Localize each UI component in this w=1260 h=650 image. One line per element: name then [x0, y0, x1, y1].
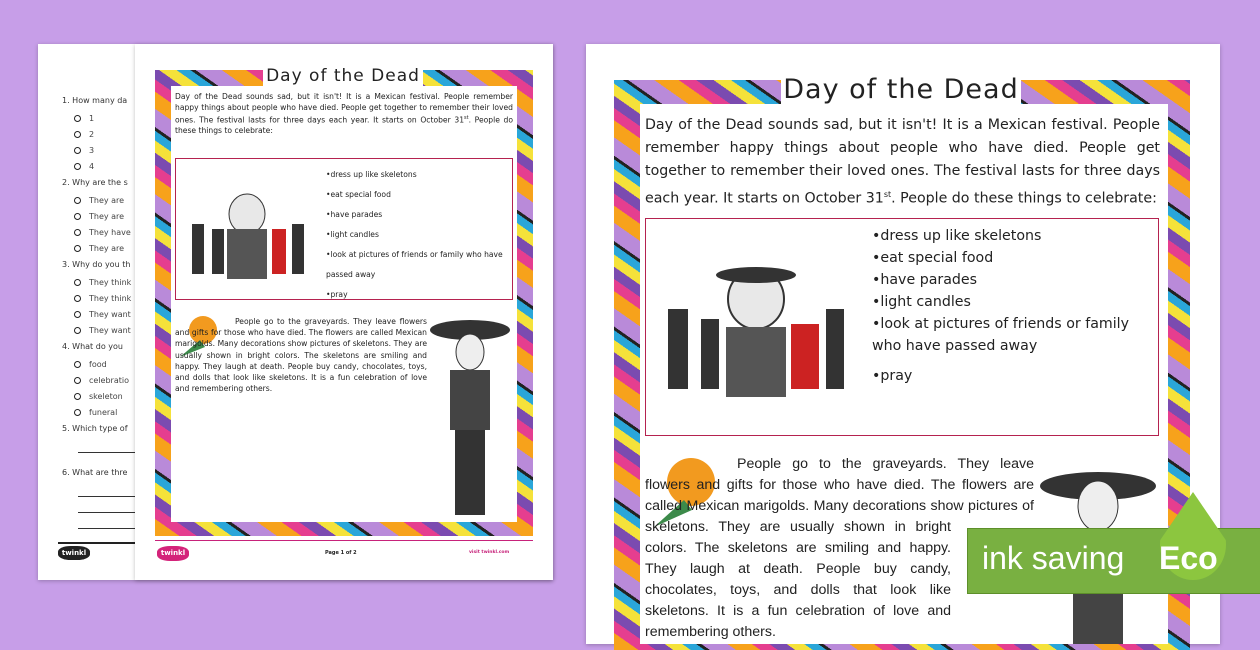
answer-option[interactable]: 2 — [74, 130, 94, 139]
activities-box — [175, 158, 513, 300]
question: 4. What do you — [62, 342, 123, 351]
skeleton-family-illustration — [182, 184, 312, 279]
activity-item: • eat special food — [326, 185, 512, 205]
intro-text — [175, 92, 513, 137]
answer-option[interactable]: funeral — [74, 408, 117, 417]
twinkl-logo: twinkl — [58, 546, 90, 560]
twinkl-logo: twinkl — [157, 546, 189, 561]
question: 2. Why are the s — [62, 178, 128, 187]
answer-option[interactable]: 4 — [74, 162, 94, 171]
answer-option[interactable]: food — [74, 360, 107, 369]
intro-end: . People do these things to celebrate: — [891, 190, 1157, 207]
intro-end: . People do these things to celebrate: — [175, 115, 513, 136]
question: 1. How many da — [62, 96, 128, 105]
activity-item: • light candles — [326, 225, 512, 245]
intro-text — [645, 114, 1160, 211]
intro: Day of the Dead sounds sad, but it isn't! It is a Mexican festival. People remember happy things about people who have died. People get together to remember their loved ones. The festival lasts for three days each year. It starts on October 31 — [645, 117, 1160, 207]
question: 3. Why do you th — [62, 260, 131, 269]
answer-line[interactable] — [78, 512, 138, 513]
answer-line[interactable] — [78, 452, 138, 453]
website-link[interactable]: visit twinkl.com — [469, 550, 510, 555]
sup: st — [464, 115, 469, 121]
page-title: Day of the Dead — [263, 66, 423, 86]
skeleton-family-illustration — [656, 259, 856, 399]
ink-saving-label: ink saving — [982, 540, 1125, 576]
footer-rule — [155, 540, 533, 541]
paragraph-2: People go to the graveyards. They leave flowers and gifts for those who have died. The flowers are called Mexican marigolds. Many decorations show pictures of skeletons. They are usually shown in bright colors. The skeletons are smiling and happy. They laugh at death. People buy candy, chocolates, toys, and dolls that look like skeletons. It is a fun celebration of love and remembering others. — [645, 456, 1034, 640]
answer-option[interactable]: They are — [74, 212, 124, 221]
activity-list — [872, 225, 1147, 387]
paragraph-2: People go to the graveyards. They leave flowers and gifts for those who have died. The flowers are called Mexican marigolds. Many decorations show pictures of skeletons. They are usually shown in bright colors. The skeletons are smiling and happy. They laugh at death. People buy candy, chocolates, toys, and dolls that look like skeletons. It is a fun celebration of love and remembering others. — [175, 317, 427, 394]
activity-item: • look at pictures of friends or family who have passed away — [326, 245, 512, 285]
answer-option[interactable]: 3 — [74, 146, 94, 155]
answer-option[interactable]: They think — [74, 278, 131, 287]
answer-option[interactable]: They are — [74, 244, 124, 253]
page-title: Day of the Dead — [781, 74, 1021, 105]
activity-item: • pray — [872, 365, 1147, 387]
answer-line[interactable] — [78, 496, 138, 497]
reading-page-small — [135, 44, 553, 580]
answer-option[interactable]: celebratio — [74, 376, 129, 385]
answer-option[interactable]: They are — [74, 196, 124, 205]
answer-line[interactable] — [78, 528, 138, 529]
question: 5. Which type of — [62, 424, 128, 433]
activity-item: • light candles — [872, 291, 1147, 313]
intro: Day of the Dead sounds sad, but it isn't! It is a Mexican festival. People remember happy things about people who have died. People get together to remember their loved ones. The festival lasts for three days each year. It starts on October 31 — [175, 92, 513, 125]
activities-box — [645, 218, 1159, 436]
answer-option[interactable]: 1 — [74, 114, 94, 123]
activity-item: • dress up like skeletons — [326, 165, 512, 185]
activity-list — [326, 165, 512, 305]
activity-item: • look at pictures of friends or family who have passed away — [872, 313, 1147, 357]
answer-option[interactable]: They want — [74, 326, 131, 335]
answer-option[interactable]: skeleton — [74, 392, 123, 401]
question: 6. What are thre — [62, 468, 128, 477]
activity-item: • dress up like skeletons — [872, 225, 1147, 247]
wrap-spacer — [1034, 454, 1035, 517]
answer-option[interactable]: They have — [74, 228, 131, 237]
answer-option[interactable]: They think — [74, 294, 131, 303]
mariachi-skeleton-illustration — [425, 312, 525, 522]
activity-item: • have parades — [872, 269, 1147, 291]
activity-item: • have parades — [326, 205, 512, 225]
answer-option[interactable]: They want — [74, 310, 131, 319]
eco-label: Eco — [1159, 540, 1218, 576]
activity-item: • pray — [326, 285, 512, 305]
page-number: Page 1 of 2 — [325, 550, 357, 556]
sup: st — [883, 190, 892, 199]
activity-item: • eat special food — [872, 247, 1147, 269]
